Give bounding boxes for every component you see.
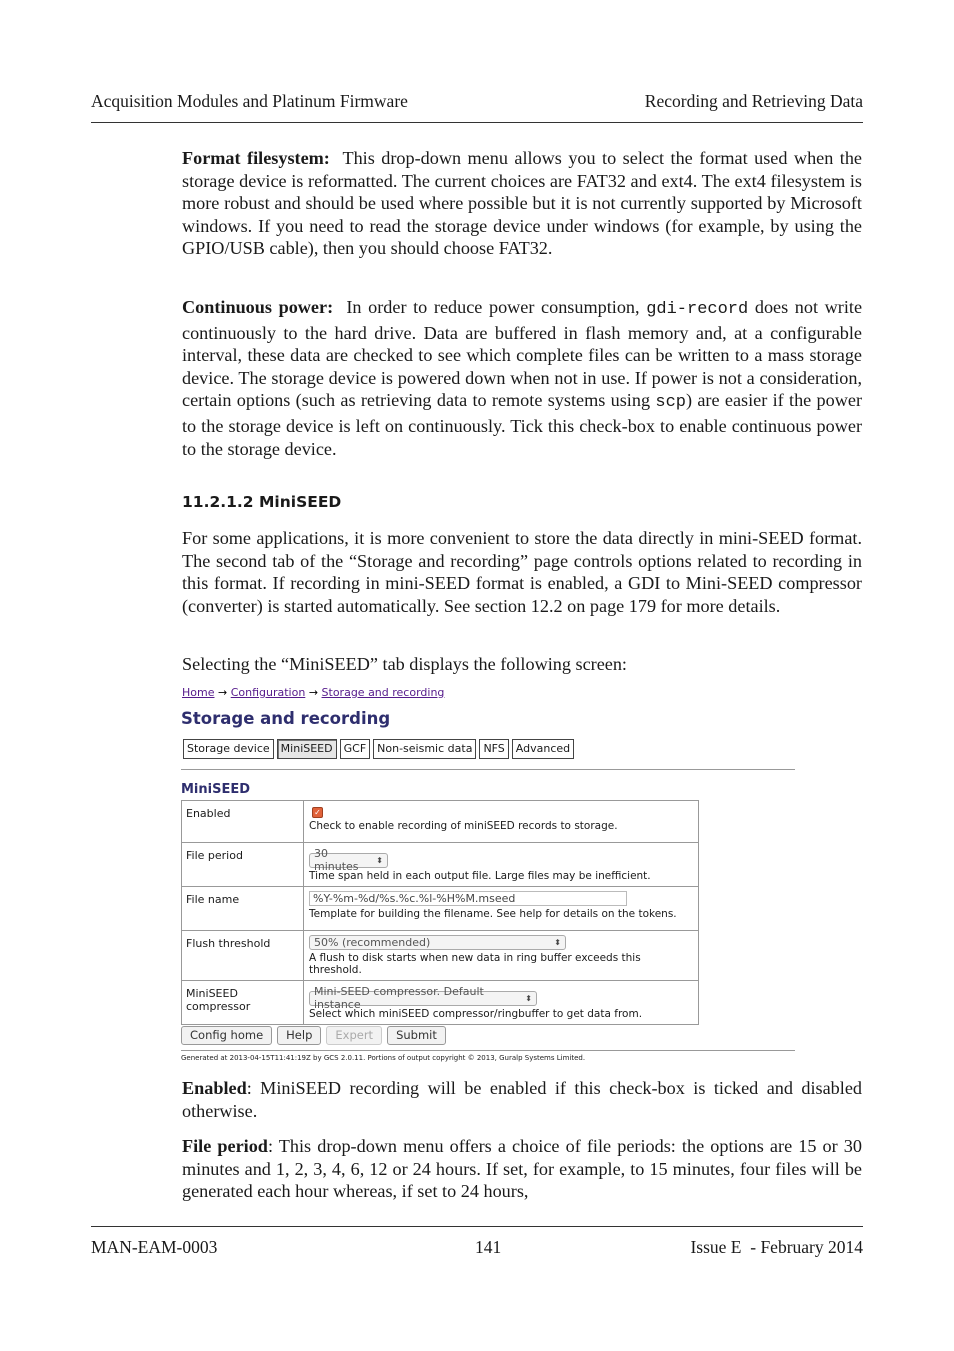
paragraph-file-period [182,1135,862,1203]
select-arrows-icon: ⬍ [554,938,561,947]
button-bar [181,1026,446,1045]
header-left: Acquisition Modules and Platinum Firmware [91,91,408,111]
help-text: Select which miniSEED compressor/ringbuffer to get data from. [309,1007,643,1020]
paragraph-enabled [182,1077,862,1122]
compressor-select[interactable]: Mini-SEED compressor. Default instance ⬍ [309,991,537,1006]
row-label: File name [182,887,304,931]
tab-miniseed[interactable]: MiniSEED [277,739,337,759]
term-enabled: Enabled [182,1078,247,1098]
submit-button[interactable]: Submit [387,1026,446,1045]
help-text: Template for building the filename. See help for details on the tokens. [309,908,677,920]
footer-doc-id: MAN-EAM-0003 [91,1237,218,1257]
divider [181,769,795,770]
paragraph-intro: For some applications, it is more convenient to store the data directly in mini-SEED format. The second tab of the “Storage and recording” page controls options related to recording in this format. If recording in mini-SEED format is enabled, a GDI to Mini-SEED compressor (converter) is started automatically. See section 12.2 on page 179 for more details. [182,528,862,616]
power-text-3: ) are easier if the power to the storage device is left on continuously. Tick this check-box to enable continuous power to the storage device. [182,390,862,459]
page-number: 141 [475,1237,502,1257]
breadcrumb [182,686,444,699]
table-row [182,887,699,931]
paragraph-continuous-power [182,296,862,460]
row-label: Enabled [182,801,304,843]
page-footer [91,1237,863,1259]
section-title: MiniSEED [181,782,251,797]
table-row [182,931,699,981]
divider [181,1050,795,1051]
row-label: Flush threshold [182,931,304,981]
file-period-select[interactable]: 30 minutes ⬍ [309,853,388,868]
help-text: Time span held in each output file. Large files may be inefficient. [309,869,651,882]
generated-footer: Generated at 2013-04-15T11:41:19Z by GCS 2.0.11. Portions of output copyright © 2013, Guralp Systems Limited. [181,1054,586,1062]
power-text-1: In order to reduce power consumption, [346,297,640,317]
breadcrumb-storage[interactable]: Storage and recording [321,686,445,699]
power-text-2: does not write continuously to the hard drive. Data are buffered in flash memory and, at a configurable interval, these data are checked to see which complete files can be written to a mass storage device. The storage device is powered down when not in use. If power is not a consideration, certain options (such as retrieving data to remote systems using [182,297,863,411]
expert-button: Expert [326,1026,382,1045]
header-rule [91,122,863,123]
enabled-text: : MiniSEED recording will be enabled if this check-box is ticked and disabled otherwise. [182,1078,862,1121]
breadcrumb-home[interactable]: Home [182,686,215,699]
flush-threshold-select[interactable]: 50% (recommended) ⬍ [309,935,566,950]
format-filesystem-text: This drop-down menu allows you to select the format used when the storage device is reformatted. The current choices are FAT32 and ext4. The ext4 filesystem is more robust and should be used where possible but it is not currently supported by Microsoft windows. If you need to read the storage device under windows (for example, by using the GPIO/USB cable), then you should choose FAT32. [182,148,863,259]
footer-issue: Issue E - February 2014 [690,1237,863,1257]
help-text: Check to enable recording of miniSEED records to storage. [309,820,618,832]
header-right: Recording and Retrieving Data [644,91,863,111]
row-label: MiniSEED compressor [182,981,304,1025]
help-button[interactable]: Help [277,1026,321,1045]
tab-advanced[interactable]: Advanced [512,739,574,759]
subsection-heading: 11.2.1.2 MiniSEED [182,493,342,511]
page-title: Storage and recording [181,709,391,728]
code-scp: scp [655,393,686,413]
term-file-period: File period [182,1136,268,1156]
table-row [182,801,699,843]
paragraph-format-filesystem [182,147,862,260]
term-format-filesystem: Format filesystem: [182,148,330,168]
table-row [182,981,699,1025]
tab-bar [183,739,574,759]
code-gdi-record: gdi-record [646,300,749,319]
config-home-button[interactable]: Config home [181,1026,272,1045]
breadcrumb-configuration[interactable]: Configuration [230,686,306,699]
select-arrows-icon: ⬍ [376,855,383,865]
settings-table [181,800,699,1025]
breadcrumb-arrow: → [308,686,319,699]
breadcrumb-arrow: → [217,686,228,699]
tab-gcf[interactable]: GCF [340,739,371,759]
tab-non-seismic-data[interactable]: Non-seismic data [373,739,476,759]
table-row [182,843,699,887]
tab-nfs[interactable]: NFS [479,739,508,759]
tab-storage-device[interactable]: Storage device [183,739,274,759]
paragraph-select: Selecting the “MiniSEED” tab displays the following screen: [182,654,627,674]
term-continuous-power: Continuous power: [182,297,334,317]
enabled-checkbox[interactable]: ✓ [312,807,323,818]
footer-rule [91,1226,863,1227]
select-arrows-icon: ⬍ [525,993,532,1003]
row-label: File period [182,843,304,887]
file-period-text: : This drop-down menu offers a choice of file periods: the options are 15 or 30 minutes and 1, 2, 3, 4, 6, 12 or 24 hours. If set, for example, to 15 minutes, four files will be generated each hour whereas, if set to 24 hours, [182,1136,862,1202]
file-name-input[interactable]: %Y-%m-%d/%s.%c.%l-%H%M.mseed [309,891,627,906]
page-header [91,91,863,112]
help-text: A flush to disk starts when new data in ring buffer exceeds this threshold. [309,952,641,976]
